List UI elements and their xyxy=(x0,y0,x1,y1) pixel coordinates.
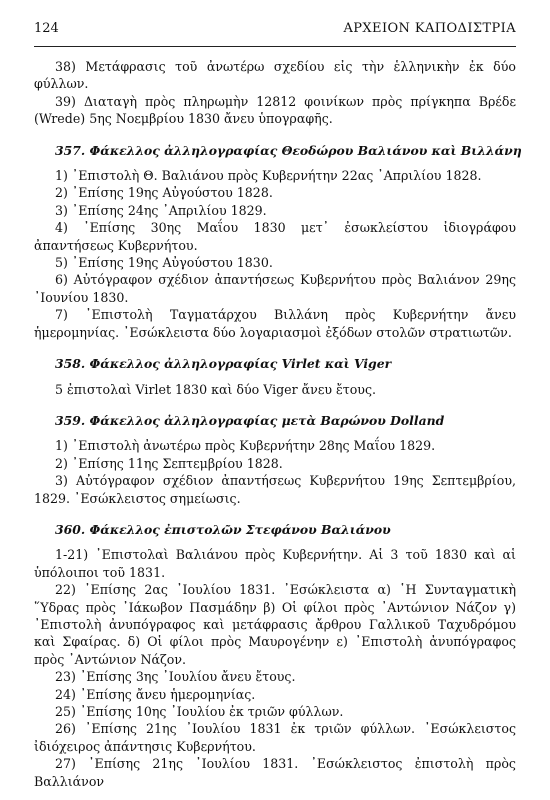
entry-357-6: 6) Αὐτόγραφον σχέδιον ἀπαντήσεως Κυβερνήτου πρὸς Βαλιάνον 29ης ᾿Ιουνίου 1830. xyxy=(34,272,516,305)
section-358-title: 358. Φάκελλος ἀλληλογραφίας Virlet καὶ Viger xyxy=(55,356,392,372)
entry-360-26: 26) ᾿Επίσης 21ης ᾿Ιουλίου 1831 ἐκ τριῶν φύλλων. ᾿Εσώκλειστος ἰδιόχειρος ἀπάντησις Κυβερνήτου. xyxy=(34,721,516,754)
entry-360-23: 23) ᾿Επίσης 3ης ᾿Ιουλίου ἄνευ ἔτους. xyxy=(55,669,296,685)
entry-357-3: 3) ᾿Επίσης 24ης ᾿Απριλίου 1829. xyxy=(55,202,267,218)
entry-360-27: 27) ᾿Επίσης 21ης ᾿Ιουλίου 1831. ᾿Εσώκλειστος ἐπιστολὴ πρὸς Βαλλιάνον xyxy=(34,756,516,789)
entry-359-2: 2) ᾿Επίσης 11ης Σεπτεμβρίου 1828. xyxy=(55,455,283,471)
entry-360-22: 22) ᾿Επίσης 2ας ᾿Ιουλίου 1831. ᾿Εσώκλειστα α) ῾Η Συνταγματικὴ ῞Υδρας πρὸς ᾿Ιάκωβον Πασμάδην β) Οἱ φίλοι πρὸς ᾿Αντώνιον Νάζον γ) ᾿Επιστολὴ ἀνυπόγραφος καὶ μετάφρασις ἄρθρου Γαλλικοῦ Ταχυδρόμου καὶ Σφαίρας. δ) Οἱ φίλοι πρὸς Μαυρογένην ε) ᾿Επιστολὴ ἀνυπόγραφος πρὸς ᾿Αντώνιον Νάζον. xyxy=(34,582,516,667)
entry-360-25: 25) ᾿Επίσης 10ης ᾿Ιουλίου ἐκ τριῶν φύλλων. xyxy=(55,704,344,719)
section-357-title: 357. Φάκελλος ἀλληλογραφίας Θεοδώρου Βαλιάνου καὶ Βιλλάνη xyxy=(55,142,522,158)
entry-360-1: 1-21) ᾿Επιστολαὶ Βαλιάνου πρὸς Κυβερνήτην. Αἱ 3 τοῦ 1830 καὶ αἱ ὑπόλοιποι τοῦ 1831. xyxy=(34,547,516,580)
running-title: ΑΡΧΕΙΟΝ ΚΑΠΟΔΙΣΤΡΙΑ xyxy=(343,21,516,36)
entry-358-1: 5 ἐπιστολαὶ Virlet 1830 καὶ δύο Viger ἄνευ ἔτους. xyxy=(55,381,377,397)
section-359-title: 359. Φάκελλος ἀλληλογραφίας μετὰ Βαρώνου Dolland xyxy=(55,412,445,428)
entry-357-4: 4) ᾿Επίσης 30ης Μαΐου 1830 μετ᾿ ἐσωκλείστου ἰδιογράφου ἀπαντήσεως Κυβερνήτου. xyxy=(34,220,516,253)
section-360-title: 360. Φάκελλος ἐπιστολῶν Στεφάνου Βαλιάνου xyxy=(55,521,391,537)
entry-357-1: 1) ᾿Επιστολὴ Θ. Βαλιάνου πρὸς Κυβερνήτην 22ας ᾿Απριλίου 1828. xyxy=(55,168,482,184)
entry-357-2: 2) ᾿Επίσης 19ης Αὐγούστου 1828. xyxy=(55,185,273,201)
page-header xyxy=(34,20,516,42)
page-number: 124 xyxy=(34,21,59,36)
entry-360-24: 24) ᾿Επίσης ἄνευ ἡμερομηνίας. xyxy=(55,686,256,702)
entry-359-3: 3) Αὐτόγραφον σχέδιον ἀπαντήσεως Κυβερνήτου 19ης Σεπτεμβρίου, 1829. ᾿Εσώκλειστος σημείωσις. xyxy=(34,473,516,506)
page-body xyxy=(34,58,522,790)
entry-38: 38) Μετάφρασις τοῦ ἀνωτέρω σχεδίου εἰς τὴν ἑλληνικὴν ἐκ δύο φύλλων. xyxy=(34,59,516,92)
entry-357-7: 7) ᾿Επιστολὴ Ταγματάρχου Βιλλάνη πρὸς Κυβερνήτην ἄνευ ἡμερομηνίας. ᾿Εσώκλειστα δύο λογαριασμοὶ ἐξόδων στολῶν στρατιωτῶν. xyxy=(34,307,516,340)
header-rule xyxy=(34,46,516,47)
entry-357-5: 5) ᾿Επίσης 19ης Αὐγούστου 1830. xyxy=(55,255,273,271)
entry-39: 39) Διαταγὴ πρὸς πληρωμὴν 12812 φοινίκων πρὸς πρίγκηπα Βρέδε (Wrede) 5ης Νοεμβρίου 1830 ἄνευ ὑπογραφῆς. xyxy=(34,93,516,127)
entry-359-1: 1) ᾿Επιστολὴ ἀνωτέρω πρὸς Κυβερνήτην 28ης Μαΐου 1829. xyxy=(55,438,436,454)
